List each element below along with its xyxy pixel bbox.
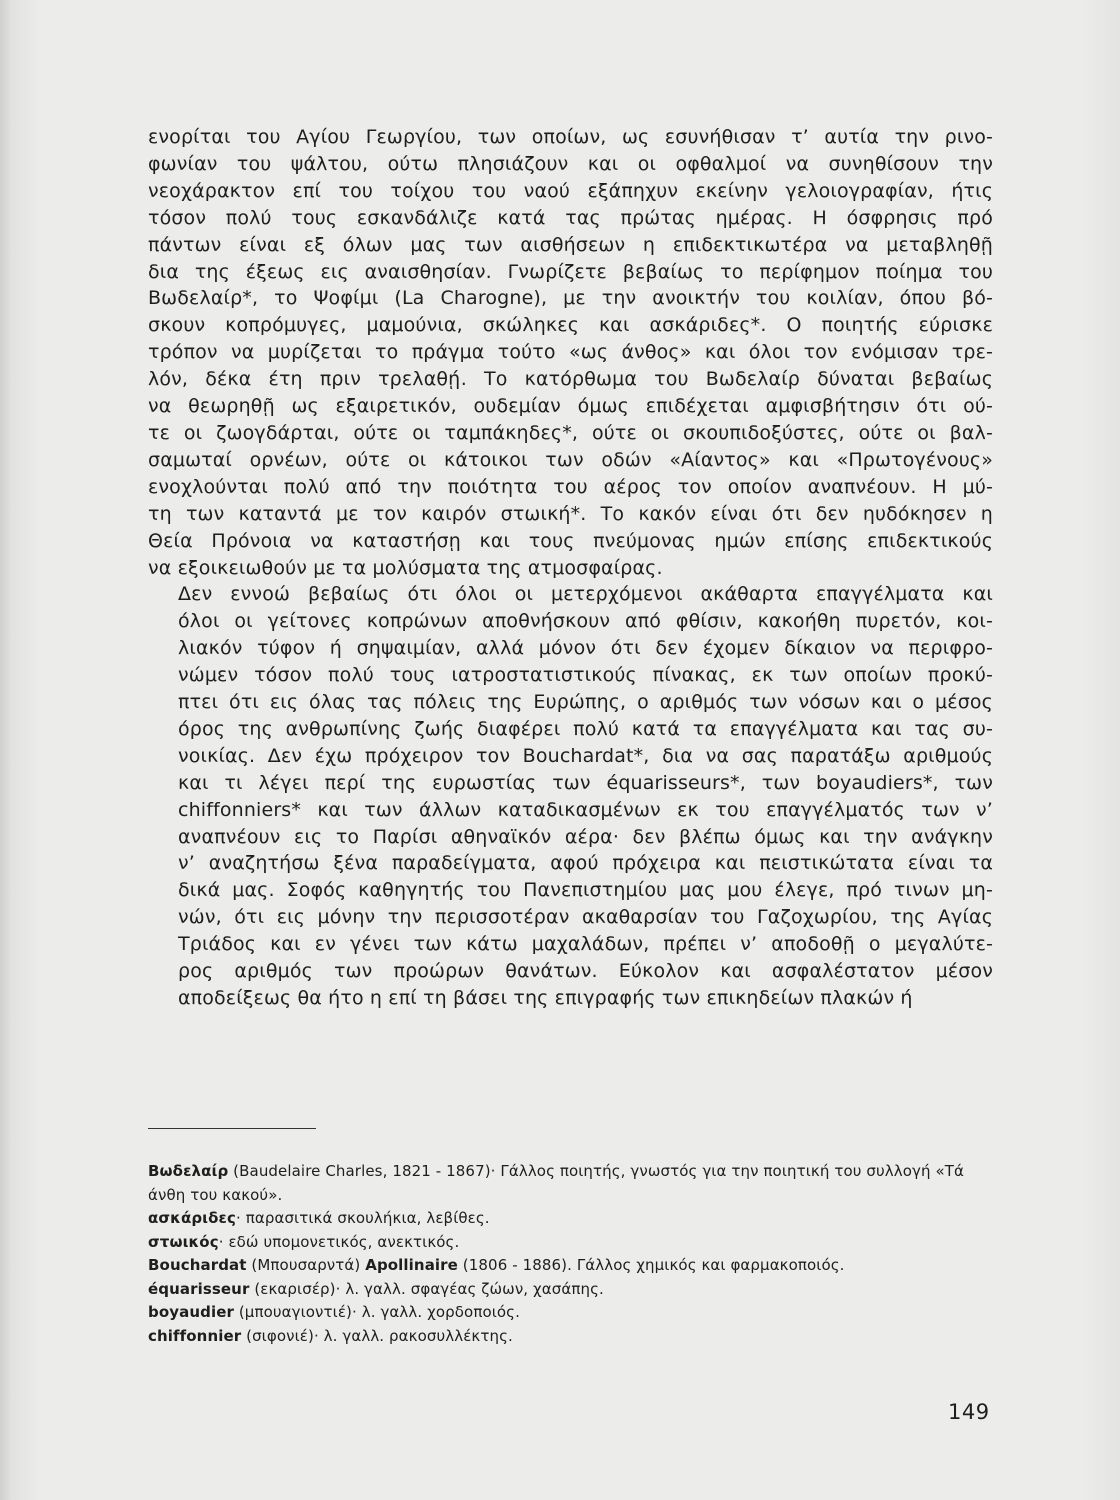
footnote-term: Bouchardat: [148, 1256, 247, 1274]
footnote-chiffonnier: [148, 1325, 993, 1349]
text-line: όλοι οι γείτονες κοπρώνων αποθνήσκουν από φθίσιν, κακοήθη πυρετόν, κοι-: [178, 610, 993, 633]
text-line: σκουν κοπρόμυγες, μαμούνια, σκώληκες και ασκάριδες*. Ο ποιητής εύρισκε: [148, 314, 993, 337]
text-line: λιακόν τύφον ή σηψαιμίαν, αλλά μόνον ότι δεν έχομεν δίκαιον να περιφρο-: [178, 637, 993, 660]
text-line: να θεωρηθῇ ως εξαιρετικόν, ουδεμίαν όμως επιδέχεται αμφισβήτησιν ότι ού-: [148, 395, 993, 418]
text-line: Βωδελαίρ*, το Ψοφίμι (La Charogne), με την ανοικτήν του κοιλίαν, όπου βό-: [148, 287, 993, 310]
text-line: αναπνέουν εις το Παρίσι αθηναϊκόν αέρα· δεν βλέπω όμως και την ανάγκην: [178, 825, 993, 848]
footnote-askarides: [148, 1207, 993, 1231]
text-line: ρος αριθμός των προώρων θανάτων. Εύκολον και ασφαλέστατον μέσον: [178, 960, 993, 983]
footnote-text: (εκαρισέρ)· λ. γαλλ. σφαγέας ζώων, χασάπης.: [249, 1279, 604, 1298]
text-line: δια της έξεως εις αναισθησίαν. Γνωρίζετε βεβαίως το περίφημον ποίημα του: [148, 260, 993, 283]
footnote-text-2: (1806 - 1886). Γάλλος χημικός και φαρμακοποιός.: [457, 1256, 845, 1274]
text-line: φωνίαν του ψάλτου, ούτω πλησιάζουν και οι οφθαλμοί να συνηθίσουν την: [148, 152, 993, 175]
footnote-term: Βωδελαίρ: [148, 1162, 229, 1180]
text-line: να εξοικειωθούν με τα μολύσματα της ατμοσφαίρας.: [148, 556, 663, 579]
text-line: πτει ότι εις όλας τας πόλεις της Ευρώπης, ο αριθμός των νόσων και ο μέσος: [178, 691, 993, 714]
footnote-stoikos: [148, 1231, 993, 1255]
footnote-boyaudier: [148, 1301, 993, 1325]
footnote-separator: [148, 1128, 316, 1129]
text-line: τε οι ζωογδάρται, ούτε οι ταμπάκηδες*, ούτε οι σκουπιδοξύστες, ούτε οι βαλ-: [148, 421, 993, 444]
footnote-term-2: Apollinaire: [365, 1256, 458, 1274]
text-line: νοικίας. Δεν έχω πρόχειρον τον Bouchardat*, δια να σας παρατάξω αριθμούς: [178, 744, 993, 767]
text-line: δικά μας. Σοφός καθηγητής του Πανεπιστημίου μας μου έλεγε, πρό τινων μη-: [178, 879, 993, 902]
footnote-text: · παρασιτικά σκουλήκια, λεβίθες.: [235, 1209, 490, 1227]
footnote-text: · εδώ υπομονετικός, ανεκτικός.: [218, 1232, 460, 1251]
footnote-text: (σιφονιέ)· λ. γαλλ. ρακοσυλλέκτης.: [241, 1326, 513, 1345]
text-line: chiffonniers* και των άλλων καταδικασμένων εκ του επαγγέλματός των ν’: [178, 798, 993, 821]
text-line: νώμεν τόσον πολύ τους ιατροστατιστικούς πίνακας, εκ των οποίων προκύ-: [178, 664, 993, 687]
text-line: σαμωταί ορνέων, ούτε οι κάτοικοι των οδών «Αίαντος» και «Πρωτογένους»: [148, 448, 993, 471]
text-line: Θεία Πρόνοια να καταστήσῃ και τους πνεύμονας ημών επίσης επιδεκτικούς: [148, 529, 993, 552]
footnote-equarisseur: [148, 1278, 993, 1302]
footnote-bouchardat: [148, 1254, 993, 1278]
text-line: τρόπον να μυρίζεται το πράγμα τούτο «ως άνθος» και όλοι τον ενόμισαν τρε-: [148, 341, 993, 364]
footnote-baudelaire: [148, 1160, 993, 1207]
footnote-term: chiffonnier: [148, 1326, 242, 1345]
paragraph-1: [148, 124, 993, 581]
text-line: Τριάδος και εν γένει των κάτω μαχαλάδων, πρέπει ν’ αποδοθῇ ο μεγαλύτε-: [178, 933, 993, 956]
text-line: πάντων είναι εξ όλων μας των αισθήσεων η επιδεκτικωτέρα να μεταβληθῇ: [148, 233, 993, 256]
text-line: ενοχλούνται πολύ από την ποιότητα του αέρος τον οποίον αναπνέουν. Η μύ-: [148, 475, 993, 498]
footnote-text: (Baudelaire Charles, 1821 - 1867)· Γάλλος ποιητής, γνωστός για την ποιητική του συλλογή «Τά άνθη του κακού».: [148, 1162, 964, 1204]
footnote-term: ασκάριδες: [148, 1209, 236, 1227]
text-line: και τι λέγει περί της ευρωστίας των équarisseurs*, των boyaudiers*, των: [178, 771, 993, 794]
text-line: τη των καταντά με τον καιρόν στωική*. Το κακόν είναι ότι δεν ηυδόκησεν η: [148, 502, 993, 525]
text-line: ν’ αναζητήσω ξένα παραδείγματα, αφού πρόχειρα και πειστικώτατα είναι τα: [178, 852, 993, 875]
footnote-text: (Μπουσαρντά): [246, 1256, 366, 1274]
main-text: [148, 124, 993, 1012]
text-line: αποδείξεως θα ήτο η επί τη βάσει της επιγραφής των επικηδείων πλακών ή: [178, 987, 913, 1009]
text-line: νεοχάρακτον επί του τοίχου του ναού εξάπηχυν εκείνην γελοιογραφίαν, ήτις: [148, 179, 993, 202]
text-line: ενορίται του Αγίου Γεωργίου, των οποίων, ως εσυνήθισαν τ’ αυτία την ρινο-: [148, 126, 993, 148]
page-number: 149: [948, 1400, 990, 1424]
footnote-term: στωικός: [148, 1232, 219, 1251]
footnote-text: (μπουαγιοντιέ)· λ. γαλλ. χορδοποιός.: [233, 1303, 520, 1321]
text-line: λόν, δέκα έτη πριν τρελαθῄ. Το κατόρθωμα του Βωδελαίρ δύναται βεβαίως: [148, 368, 993, 391]
text-line: όρος της ανθρωπίνης ζωής διαφέρει πολύ κατά τα επαγγέλματα και τας συ-: [178, 717, 993, 740]
footnotes: [148, 1160, 993, 1348]
footnote-term: équarisseur: [148, 1279, 250, 1298]
text-line: Δεν εννοώ βεβαίως ότι όλοι οι μετερχόμενοι ακάθαρτα επαγγέλματα και: [178, 583, 993, 606]
text-line: νών, ότι εις μόνην την περισσοτέραν ακαθαρσίαν του Γαζοχωρίου, της Αγίας: [178, 906, 993, 929]
text-line: τόσον πολύ τους εσκανδάλιζε κατά τας πρώτας ημέρας. Η όσφρησις πρό: [148, 206, 993, 229]
footnote-term: boyaudier: [148, 1303, 234, 1321]
paragraph-2: [148, 581, 993, 1012]
